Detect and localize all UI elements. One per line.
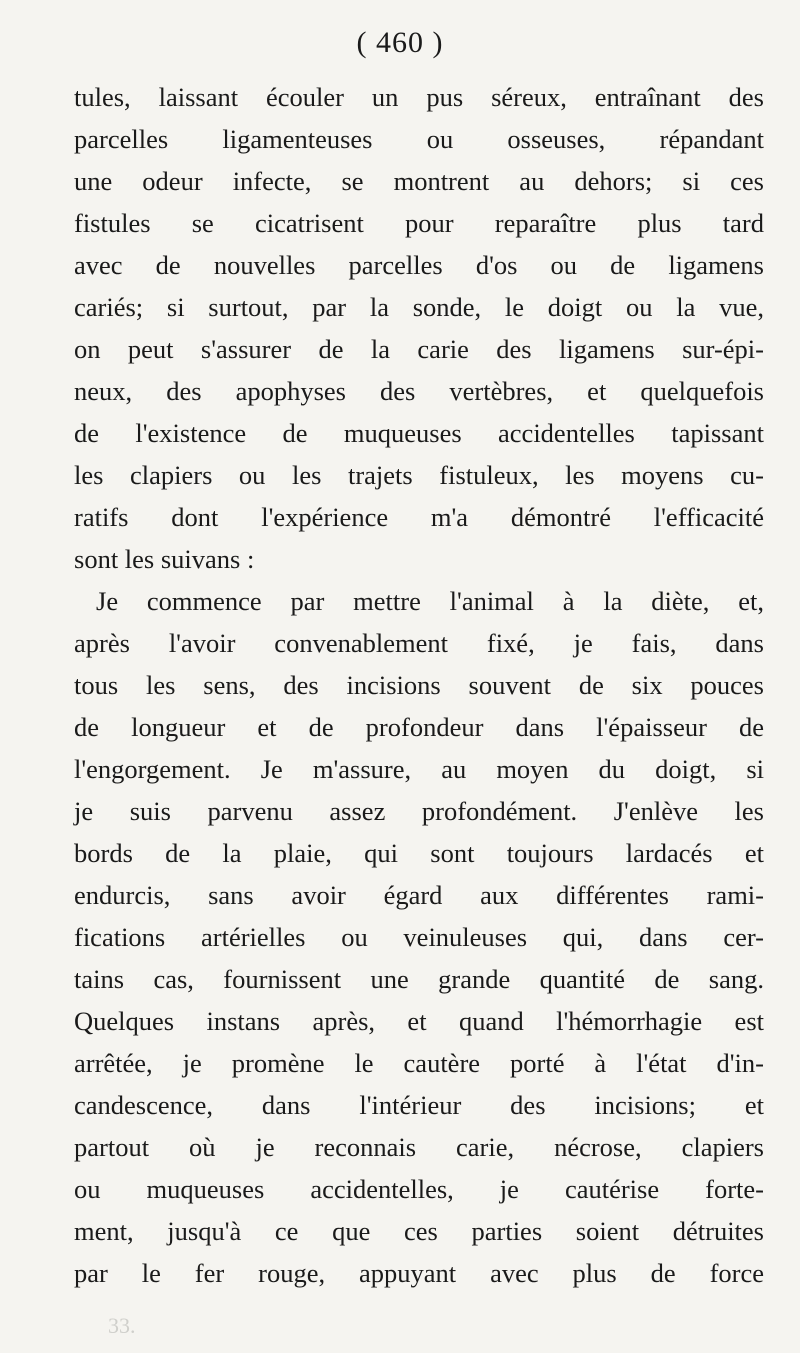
text-line: tous les sens, des incisions souvent de six pouces — [74, 670, 764, 700]
text-line: ment, jusqu'à ce que ces parties soient détruites — [74, 1216, 764, 1246]
text-line: tains cas, fournissent une grande quantité de sang. — [74, 964, 764, 994]
text-line: par le fer rouge, appuyant avec plus de force — [74, 1258, 764, 1288]
text-line: bords de la plaie, qui sont toujours lardacés et — [74, 838, 764, 868]
text-line: une odeur infecte, se montrent au dehors; si ces — [74, 166, 764, 196]
text-line: les clapiers ou les trajets fistuleux, les moyens cu- — [74, 460, 764, 490]
text-line: après l'avoir convenablement fixé, je fais, dans — [74, 628, 764, 658]
text-line: candescence, dans l'intérieur des incisions; et — [74, 1090, 764, 1120]
signature-mark: 33. — [108, 1313, 136, 1338]
page-number-header: ( 460 ) — [356, 26, 444, 59]
text-line: Quelques instans après, et quand l'hémorrhagie est — [74, 1006, 764, 1036]
text-line: sont les suivans : — [74, 544, 255, 574]
text-line: fistules se cicatrisent pour reparaître plus tard — [74, 208, 764, 238]
text-line: tules, laissant écouler un pus séreux, entraînant des — [74, 82, 764, 112]
paragraph-first-line: Je commence par mettre l'animal à la diète, et, — [96, 586, 764, 616]
text-line: arrêtée, je promène le cautère porté à l'état d'in- — [74, 1048, 764, 1078]
text-line: on peut s'assurer de la carie des ligamens sur-épi- — [74, 334, 764, 364]
text-line: ou muqueuses accidentelles, je cautérise forte- — [74, 1174, 764, 1204]
text-line: avec de nouvelles parcelles d'os ou de ligamens — [74, 250, 764, 280]
text-line: parcelles ligamenteuses ou osseuses, répandant — [74, 124, 764, 154]
text-line: je suis parvenu assez profondément. J'enlève les — [74, 796, 764, 826]
text-line: fications artérielles ou veinuleuses qui, dans cer- — [74, 922, 764, 952]
text-line: endurcis, sans avoir égard aux différentes rami- — [74, 880, 764, 910]
body-text — [74, 76, 764, 1294]
text-line: neux, des apophyses des vertèbres, et quelquefois — [74, 376, 764, 406]
text-line: cariés; si surtout, par la sonde, le doigt ou la vue, — [74, 292, 764, 322]
text-line: de l'existence de muqueuses accidentelles tapissant — [74, 418, 764, 448]
text-line: ratifs dont l'expérience m'a démontré l'efficacité — [74, 502, 764, 532]
text-line: partout où je reconnais carie, nécrose, clapiers — [74, 1132, 764, 1162]
text-line: l'engorgement. Je m'assure, au moyen du doigt, si — [74, 754, 764, 784]
text-line: de longueur et de profondeur dans l'épaisseur de — [74, 712, 764, 742]
